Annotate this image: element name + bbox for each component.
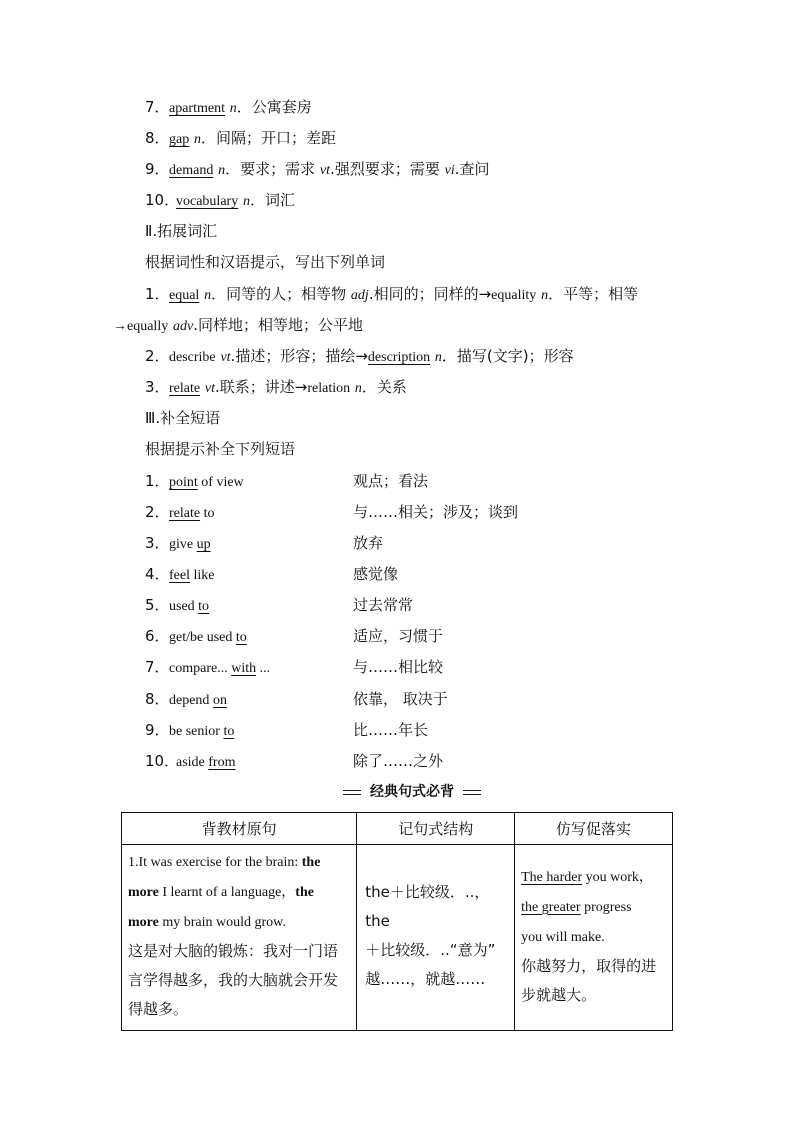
part-of-speech: n [204, 288, 212, 303]
part-of-speech: vt [204, 381, 215, 396]
item-number: 6． [145, 627, 170, 645]
item-number: 10． [145, 191, 180, 209]
header-structure: 记句式结构 [357, 813, 515, 845]
phrase-answer: with [231, 661, 257, 676]
structure-line: ＋比较级．..“意为” [365, 940, 496, 959]
vocab-meaning: 平等；相等 [563, 285, 639, 303]
part-of-speech: n [242, 194, 250, 209]
item-number: 2． [145, 347, 170, 365]
item-number: 1． [145, 472, 170, 490]
phrase-prefix: give [169, 537, 197, 552]
phrase-prefix: be senior [169, 724, 224, 739]
phrase-meaning: 感觉像 [353, 565, 399, 583]
part-of-speech: vt [319, 163, 331, 178]
derived-word: description [367, 350, 431, 365]
table-row [122, 845, 673, 1031]
table-header-row [122, 813, 673, 845]
phrase-prefix: aside [176, 755, 209, 770]
part-of-speech: n [194, 132, 201, 147]
vocab-word: equal [169, 288, 200, 303]
phrase-suffix: to [200, 506, 215, 521]
sentence-table [121, 812, 673, 1031]
original-text: my brain would grow. [158, 915, 286, 930]
imitation-cell [515, 845, 673, 1031]
phrase-answer: feel [169, 568, 190, 583]
imitation-answer: the greater [521, 899, 581, 915]
item-number: 9． [145, 160, 170, 178]
phrase-answer: from [208, 755, 236, 770]
vocab-meaning: 查问 [459, 160, 490, 178]
item-number: 3． [145, 378, 170, 396]
part-of-speech: n [354, 381, 362, 396]
instruction-text: 根据提示补全下列短语 [145, 440, 296, 458]
vocab-meaning: 联系；讲述→ [219, 378, 308, 396]
item-number: 7． [145, 98, 170, 116]
part-of-speech: adv [173, 319, 194, 334]
derived-word: relation [307, 381, 351, 396]
vocab-meaning: 词汇 [265, 191, 296, 209]
vocab-meaning: 公寓套房 [251, 98, 312, 116]
phrase-prefix: compare... [169, 661, 232, 676]
vocab-word: apartment [169, 101, 225, 116]
vocab-word: vocabulary [176, 194, 239, 209]
phrase-suffix: of view [197, 475, 244, 490]
part-of-speech: vt [220, 350, 231, 365]
phrase-answer: point [169, 475, 198, 490]
part-of-speech: n [229, 101, 237, 116]
imitation-text: you work， [582, 869, 653, 885]
phrase-prefix: get/be used [169, 630, 236, 645]
phrase-prefix: used [169, 599, 199, 614]
phrase-answer: on [212, 693, 227, 708]
vocab-meaning: 强烈要求；需要 [334, 160, 440, 178]
derived-word: →equally [113, 319, 169, 334]
instruction-text: 根据词性和汉语提示，写出下列单词 [145, 253, 386, 271]
vocab-meaning: 间隔；开口；差距 [216, 129, 337, 147]
item-number: 8． [145, 129, 170, 147]
section-heading: Ⅱ.拓展词汇 [145, 222, 218, 240]
phrase-meaning: 放弃 [353, 534, 384, 552]
phrase-suffix: ... [256, 661, 271, 676]
imitation-translation: 你越努力，取得的进步就越大。 [521, 956, 657, 1004]
vocab-meaning: 相同的；同样的→ [373, 285, 492, 303]
section-heading: Ⅲ.补全短语 [145, 409, 221, 427]
part-of-speech: adj [350, 288, 369, 303]
phrase-answer: to [223, 724, 235, 739]
vocab-word: gap [169, 132, 190, 147]
vocab-meaning: 关系 [376, 378, 407, 396]
header-imitation: 仿写促落实 [515, 813, 673, 845]
part-of-speech: n [218, 163, 226, 178]
phrase-answer: relate [169, 506, 201, 521]
phrase-meaning: 除了……之外 [353, 752, 444, 770]
emphasis-word: more [128, 915, 159, 930]
emphasis-word: the [301, 855, 321, 870]
item-number: 8． [145, 690, 170, 708]
section-banner [343, 781, 481, 803]
phrase-meaning: 与……相关；涉及；谈到 [353, 503, 519, 521]
item-number: 5． [145, 596, 170, 614]
item-number: 4． [145, 565, 170, 583]
emphasis-word: more [128, 885, 159, 900]
imitation-answer: The harder [521, 869, 583, 885]
header-original-sentence: 背教材原句 [122, 813, 357, 845]
structure-line: 越……，就越…… [365, 969, 486, 988]
part-of-speech: vi [444, 163, 455, 178]
item-number: 9． [145, 721, 170, 739]
phrase-meaning: 与……相比较 [353, 658, 444, 676]
item-number: 2． [145, 503, 170, 521]
part-of-speech: n [541, 288, 549, 303]
vocab-meaning: 同等的人；相等物 [226, 285, 347, 303]
structure-line: the＋比较级．..，the [365, 882, 490, 930]
phrase-meaning: 过去常常 [353, 596, 414, 614]
phrase-meaning: 适应，习惯于 [353, 627, 444, 645]
vocab-word: demand [169, 163, 214, 178]
phrase-answer: to [235, 630, 247, 645]
original-sentence-cell [122, 845, 357, 1031]
structure-cell [357, 845, 515, 1031]
emphasis-word: the [295, 885, 314, 900]
phrase-prefix: depend [169, 693, 213, 708]
phrase-answer: up [196, 537, 211, 552]
item-number: 7． [145, 658, 170, 676]
item-number: 1． [145, 285, 170, 303]
phrase-answer: to [198, 599, 210, 614]
original-translation: 这是对大脑的锻炼：我对一门语言学得越多，我的大脑就会开发得越多。 [128, 942, 339, 1018]
phrase-meaning: 比……年长 [353, 721, 429, 739]
original-text: 1.It was exercise for the brain: [128, 855, 302, 870]
vocab-meaning: 同样地；相等地；公平地 [198, 316, 364, 334]
derived-word: equality [491, 288, 537, 303]
original-text: I learnt of a language， [158, 885, 296, 900]
part-of-speech: n [434, 350, 442, 365]
item-number: 10． [145, 752, 180, 770]
imitation-text: you will make. [521, 929, 605, 945]
vocab-meaning: 描述；形容；描绘→ [235, 347, 368, 365]
imitation-text: progress [580, 899, 632, 915]
item-number: 3． [145, 534, 170, 552]
vocab-meaning: 描写(文字)；形容 [456, 347, 574, 365]
banner-title: 经典句式必背 [361, 783, 463, 801]
vocab-word: relate [169, 381, 201, 396]
phrase-suffix: like [189, 568, 215, 583]
phrase-meaning: 观点；看法 [353, 472, 429, 490]
vocab-meaning: 要求；需求 [240, 160, 316, 178]
vocab-word: describe [169, 350, 216, 365]
phrase-meaning: 依靠， 取决于 [353, 690, 448, 708]
